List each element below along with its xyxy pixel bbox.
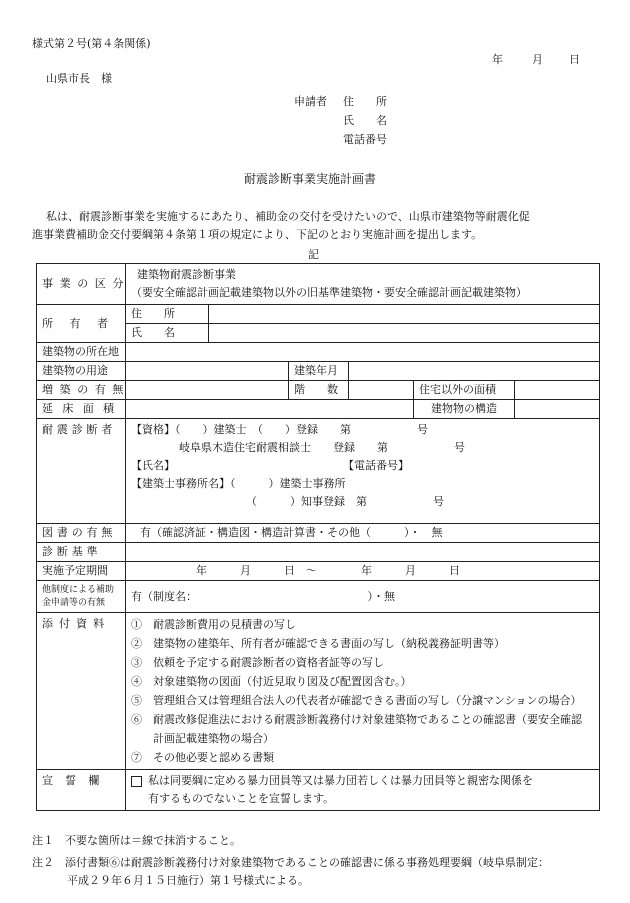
category-value [126,264,600,305]
owner-address-field[interactable] [209,305,600,324]
applicant-name-label: 氏 名 [343,114,387,127]
owner-name-label: 氏 名 [126,324,209,343]
declaration-line-2: 有するものでないことを宣誓します。 [148,792,335,805]
build-year-label: 建築年月 [289,362,349,381]
attachment-item: ⑤ 管理組合又は管理組合法人の代表者が確認できる書面の写し（分譲マンションの場合） [131,694,582,707]
use-label: 建築物の用途 [37,362,126,381]
other-subsidy-label-1: 他制度による補助 [42,584,115,595]
diag-office-name: 【建築士事務所名】（ ）建築士事務所 [131,477,346,490]
schedule-label: 実施予定期間 [37,562,126,581]
attachment-item: ⑦ その他必要と認める書類 [131,751,274,764]
use-field[interactable] [126,362,289,381]
row-owner-address [37,305,600,324]
diag-gifu-consultant: 岐阜県木造住宅耐震相談士 登録 第 号 [179,441,465,454]
intro-text-1: 私は、耐震診断事業を実施するにあたり、補助金の交付を受けたいので、山県市建築物等耐震化促 [46,210,530,223]
applicant-label: 申請者 [294,95,327,108]
plan-table [36,263,600,811]
declaration-label: 宣誓欄 [37,770,126,811]
floor-area-label: 延床面積 [37,400,126,419]
owner-address-label: 住 所 [126,305,209,324]
category-line-2: （要安全確認計画記載建築物以外の旧基準建築物・要安全確認計画記載建築物） [131,286,527,299]
row-standard [37,543,600,562]
drawings-value: 有（確認済証・構造図・構造計算書・その他（ ）・ 無 [126,524,600,543]
owner-label: 所有者 [37,305,126,343]
diagnostician-value [126,419,600,524]
row-diagnostician [37,419,600,524]
intro-text-2: 進事業費補助金交付要綱第４条第１項の規定により、下記のとおり実施計画を提出します。 [32,228,483,241]
attachment-item: ⑥ 耐震改修促進法における耐震診断義務付け対象建築物であることの確認書（要安全確認 [131,713,582,726]
diag-phone-label: 【電話番号】 [343,459,409,472]
row-floor-area [37,400,600,419]
drawings-label: 図書の有無 [37,524,126,543]
attachment-item: ② 建築物の建築年、所有者が確認できる書面の写し（納税義務証明書等） [131,637,505,650]
declaration-text-1: 私は同要綱に定める暴力団員等又は暴力団若しくは暴力団員等と親密な関係を [148,774,533,787]
applicant-address-label: 住 所 [343,95,387,108]
category-label: 事業の区分 [37,264,126,305]
row-extension [37,381,600,400]
floor-area-field[interactable] [126,400,414,419]
diag-name-phone [131,457,594,475]
attachments-label: 添付資料 [37,613,126,770]
diag-name-label: 【氏名】 [131,459,175,472]
row-declaration [37,770,600,811]
attachment-item: 計画記載建築物の場合） [131,732,274,745]
category-line-1: 建築物耐震診断事業 [137,268,236,281]
form-number: 様式第２号(第４条関係) [32,37,151,50]
row-attachments [37,613,600,770]
date-year: 年 [492,53,503,66]
note-1: 注１ 不要な箇所は＝線で抹消すること。 [32,834,241,847]
schedule-value: 年 月 日 ～ 年 月 日 [126,562,600,581]
date-day: 日 [569,53,580,66]
row-schedule [37,562,600,581]
structure-label: 建物物の構造 [414,400,515,419]
other-subsidy-value: 有（制度名： ）・無 [126,581,600,613]
applicant-phone-label: 電話番号 [343,133,387,146]
attachment-item: ① 耐震診断費用の見積書の写し [131,618,296,631]
row-use [37,362,600,381]
other-subsidy-label [37,581,126,613]
declaration-checkbox[interactable] [131,776,142,787]
attachment-item: ③ 依頼を予定する耐震診断者の資格者証等の写し [131,656,384,669]
floors-label: 階 数 [289,381,349,400]
note-2b: 平成２９年６月１５日施行）第１号様式による。 [67,874,309,887]
row-drawings [37,524,600,543]
standard-label: 診断基準 [37,543,126,562]
row-location [37,343,600,362]
non-res-area-label: 住宅以外の面積 [414,381,515,400]
extension-field[interactable] [126,381,289,400]
structure-field[interactable] [515,400,600,419]
owner-name-field[interactable] [209,324,600,343]
declaration-line-1 [131,772,594,790]
attachments-list [126,613,600,770]
non-res-area-field[interactable] [515,381,600,400]
location-label: 建築物の所在地 [37,343,126,362]
standard-field[interactable] [126,543,600,562]
diag-qualification: 【資格】（ ）建築士 （ ）登録 第 号 [131,423,428,436]
row-other-subsidy [37,581,600,613]
document-title: 耐震診断事業実施計画書 [244,172,377,186]
row-category [37,264,600,305]
other-subsidy-label-2: 金申請等の有無 [42,597,106,608]
note-2a: 注２ 添付書類⑥は耐震診断義務付け対象建築物であることの確認書に係る事務処理要綱（岐阜県制定： [32,856,549,869]
floors-field[interactable] [349,381,414,400]
location-field[interactable] [126,343,600,362]
diagnostician-label: 耐震診断者 [37,419,126,524]
date-month: 月 [532,53,543,66]
extension-label: 増築の有無 [37,381,126,400]
build-year-field[interactable] [349,362,600,381]
addressee: 山県市長 様 [46,72,112,85]
ki-heading: 記 [308,248,319,261]
declaration-value [126,770,600,811]
diag-office-registration: （ ）知事登録 第 号 [246,495,444,508]
attachment-item: ④ 対象建築物の図面（付近見取り図及び配置図含む。） [131,675,412,688]
